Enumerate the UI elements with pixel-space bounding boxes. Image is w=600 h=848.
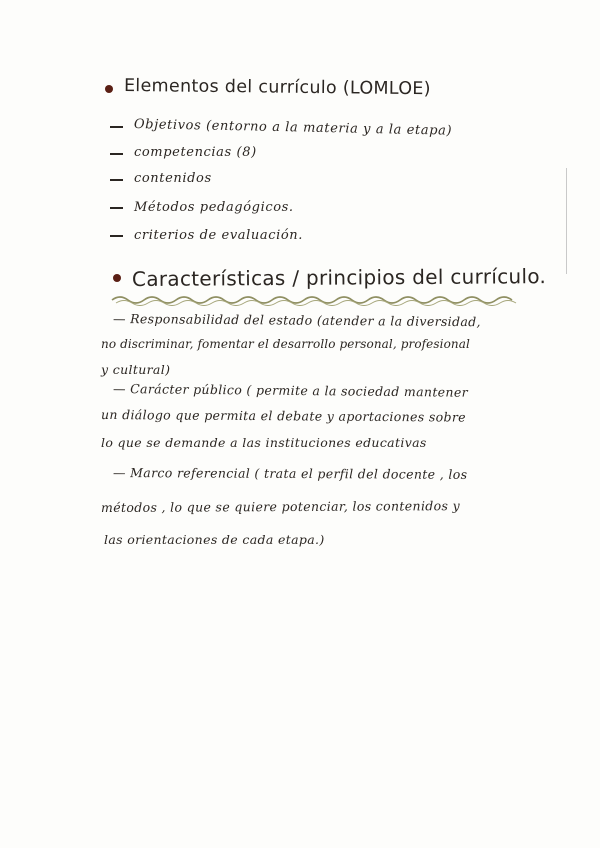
paragraph1-line1: — Responsabilidad del estado (atender a la diversidad, xyxy=(112,311,481,330)
paragraph3-line1: — Marco referencial ( trata el perfil del docente , los xyxy=(112,465,468,482)
section1-heading: Elementos del currículo (LOMLOE) xyxy=(123,76,431,100)
section1-item-contenidos: contenidos xyxy=(134,171,212,186)
section1-item-criterios: criterios de evaluación. xyxy=(134,228,303,243)
section1-bullet xyxy=(105,85,113,93)
item-dash xyxy=(110,126,123,128)
section1-item-objetivos: Objetivos (entorno a la materia y a la etapa) xyxy=(133,117,453,139)
paragraph1-line3: y cultural) xyxy=(101,362,171,377)
section1-item-metodos: Métodos pedagógicos. xyxy=(134,200,294,215)
paragraph2-line1: — Carácter público ( permite a la sociedad mantener xyxy=(112,381,469,400)
item-dash xyxy=(110,207,123,209)
section2-heading: Características / principios del currículo. xyxy=(131,264,547,291)
paragraph2-line3: lo que se demande a las instituciones educativas xyxy=(101,435,427,450)
section2-bullet xyxy=(113,274,121,282)
paragraph3-line3: las orientaciones de cada etapa.) xyxy=(104,532,325,547)
item-dash xyxy=(110,235,123,237)
section2-heading-underline xyxy=(110,292,530,306)
scan-artifact-line xyxy=(566,168,567,274)
paragraph3-line2: métodos , lo que se quiere potenciar, los contenidos y xyxy=(100,498,461,515)
item-dash xyxy=(110,179,123,181)
item-dash xyxy=(110,153,123,155)
paragraph2-line2: un diálogo que permita el debate y aportaciones sobre xyxy=(100,407,467,425)
section1-item-competencias: competencias (8) xyxy=(134,145,257,160)
paragraph1-line2: no discriminar, fomentar el desarrollo personal, profesional xyxy=(101,337,470,351)
